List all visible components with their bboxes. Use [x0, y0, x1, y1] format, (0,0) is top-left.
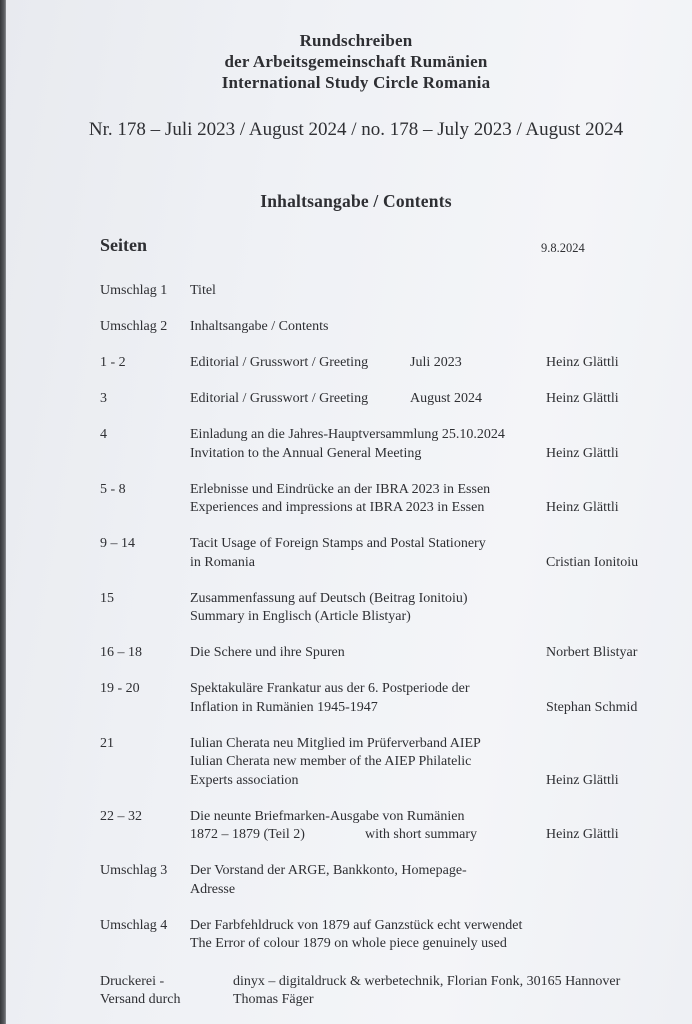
- toc-title-line: Erlebnisse und Eindrücke an der IBRA 2023 in Essen: [190, 481, 491, 497]
- printer-info-label-line: Druckerei -: [100, 973, 165, 989]
- toc-title-line: Adresse: [190, 881, 236, 897]
- toc-author-cell: Stephan Schmid: [546, 699, 638, 715]
- toc-title-cell: [190, 481, 546, 518]
- toc-title-line: Editorial / Grusswort / Greeting August 2024: [190, 390, 546, 409]
- toc-row: [100, 680, 646, 717]
- toc-title-line: Zusammenfassung auf Deutsch (Beitrag Ionitoiu): [190, 590, 468, 606]
- toc-author-cell: Heinz Glättli: [546, 445, 619, 461]
- toc-author-cell: Cristian Ionitoiu: [546, 554, 639, 570]
- toc-inline-note: with short summary: [365, 827, 477, 842]
- toc-title-line: Experts association: [190, 772, 299, 788]
- toc-title-cell: [190, 282, 546, 301]
- toc-title-line: Der Farbfehldruck von 1879 auf Ganzstück echt verwendet: [190, 917, 523, 933]
- toc-pages-cell: Umschlag 4: [100, 917, 168, 933]
- toc-title-line: in Romania: [190, 554, 255, 570]
- document-title-line: International Study Circle Romania: [221, 73, 491, 92]
- toc-title-cell: [190, 680, 546, 717]
- toc-title-line: Titel: [190, 283, 216, 298]
- toc-row: [100, 644, 646, 663]
- toc-author-cell: Heinz Glättli: [546, 772, 619, 788]
- toc-title-line: Der Vorstand der ARGE, Bankkonto, Homepage-: [190, 863, 467, 878]
- toc-row: [100, 917, 646, 954]
- toc-row: [100, 862, 646, 899]
- toc-pages-cell: 21: [100, 735, 114, 751]
- printer-info-value: [233, 973, 646, 1010]
- toc-row: [100, 318, 646, 337]
- toc-pages-cell: 22 – 32: [100, 808, 142, 824]
- toc-author-cell: Heinz Glättli: [546, 827, 619, 842]
- toc-title-cell: [190, 808, 546, 845]
- toc-title-line: Die neunte Briefmarken-Ausgabe von Rumänien: [190, 808, 465, 824]
- printer-info-value-line: dinyx – digitaldruck & werbetechnik, Florian Fonk, 30165 Hannover: [233, 973, 621, 989]
- toc-inline-note: August 2024: [410, 391, 482, 406]
- contents-column-header-row: [100, 235, 646, 258]
- toc-pages-cell: Umschlag 1: [100, 283, 168, 298]
- toc-pages-cell: 15: [100, 590, 114, 606]
- document-page: [6, 0, 692, 1024]
- toc-title-line: Inhaltsangabe / Contents: [190, 319, 329, 334]
- toc-title-cell: [190, 390, 546, 409]
- toc-title-line: Invitation to the Annual General Meeting: [190, 445, 422, 461]
- toc-title-line: The Error of colour 1879 on whole piece genuinely used: [190, 936, 507, 951]
- document-title-line: Rundschreiben: [299, 31, 413, 50]
- toc-title-line: Inflation in Rumänien 1945-1947: [190, 699, 378, 715]
- toc-pages-cell: 3: [100, 391, 107, 406]
- toc-author-cell: Heinz Glättli: [546, 355, 619, 370]
- toc-row: [100, 735, 646, 791]
- toc-row: [100, 390, 646, 409]
- printer-info-row: [100, 973, 646, 1010]
- toc-title-cell: [190, 735, 546, 791]
- toc-row: [100, 354, 646, 373]
- toc-row: [100, 535, 646, 572]
- toc-inline-note: Juli 2023: [410, 355, 462, 370]
- toc-row: [100, 590, 646, 627]
- toc-title-cell: [190, 917, 546, 954]
- toc-title-cell: [190, 862, 546, 899]
- toc-title-line: Editorial / Grusswort / Greeting Juli 2023: [190, 354, 546, 373]
- toc-row: [100, 426, 646, 463]
- toc-author-cell: Norbert Blistyar: [546, 645, 638, 660]
- toc-row: [100, 282, 646, 301]
- toc-pages-cell: 5 - 8: [100, 481, 126, 497]
- toc-title-cell: [190, 426, 546, 463]
- document-title-line: der Arbeitsgemeinschaft Rumänien: [224, 52, 488, 71]
- toc-pages-cell: 16 – 18: [100, 645, 142, 660]
- toc-title-line: Die Schere und ihre Spuren: [190, 645, 345, 660]
- toc-title-line: 1872 – 1879 (Teil 2) with short summary: [190, 826, 546, 845]
- toc-pages-cell: Umschlag 2: [100, 319, 168, 334]
- toc-row: [100, 808, 646, 845]
- document-title: [66, 30, 646, 93]
- printer-info-value-line: Thomas Fäger: [233, 992, 314, 1007]
- contents-heading: Inhaltsangabe / Contents: [260, 191, 452, 211]
- toc-row: [100, 481, 646, 518]
- toc-title-cell: [190, 354, 546, 373]
- toc-title-cell: [190, 318, 546, 337]
- toc-title-line: Spektakuläre Frankatur aus der 6. Postperiode der: [190, 681, 470, 696]
- pages-column-header: Seiten: [100, 235, 147, 255]
- toc-title-cell: [190, 590, 546, 627]
- toc-pages-cell: 19 - 20: [100, 681, 140, 696]
- toc-author-cell: Heinz Glättli: [546, 391, 619, 406]
- toc-title-line: Experiences and impressions at IBRA 2023 in Essen: [190, 500, 485, 515]
- table-of-contents: [100, 282, 646, 954]
- toc-pages-cell: 9 – 14: [100, 536, 135, 551]
- toc-pages-cell: 4: [100, 427, 107, 442]
- toc-title-cell: [190, 535, 546, 572]
- toc-title-line: Summary in Englisch (Article Blistyar): [190, 609, 411, 624]
- printer-info-label-line: Versand durch: [100, 992, 181, 1007]
- document-date: 9.8.2024: [541, 241, 585, 255]
- toc-pages-cell: 1 - 2: [100, 355, 126, 370]
- toc-author-cell: Heinz Glättli: [546, 500, 619, 515]
- toc-title-line: Iulian Cherata neu Mitglied im Prüferverband AIEP: [190, 735, 481, 751]
- toc-title-line: Tacit Usage of Foreign Stamps and Postal Stationery: [190, 536, 486, 551]
- toc-pages-cell: Umschlag 3: [100, 863, 168, 878]
- issue-number-line: Nr. 178 – Juli 2023 / August 2024 / no. 178 – July 2023 / August 2024: [88, 119, 624, 140]
- printer-info-label: [100, 973, 233, 1010]
- toc-title-line: Iulian Cherata new member of the AIEP Philatelic: [190, 754, 472, 769]
- toc-title-cell: [190, 644, 546, 663]
- toc-title-line: Einladung an die Jahres-Hauptversammlung 25.10.2024: [190, 427, 505, 442]
